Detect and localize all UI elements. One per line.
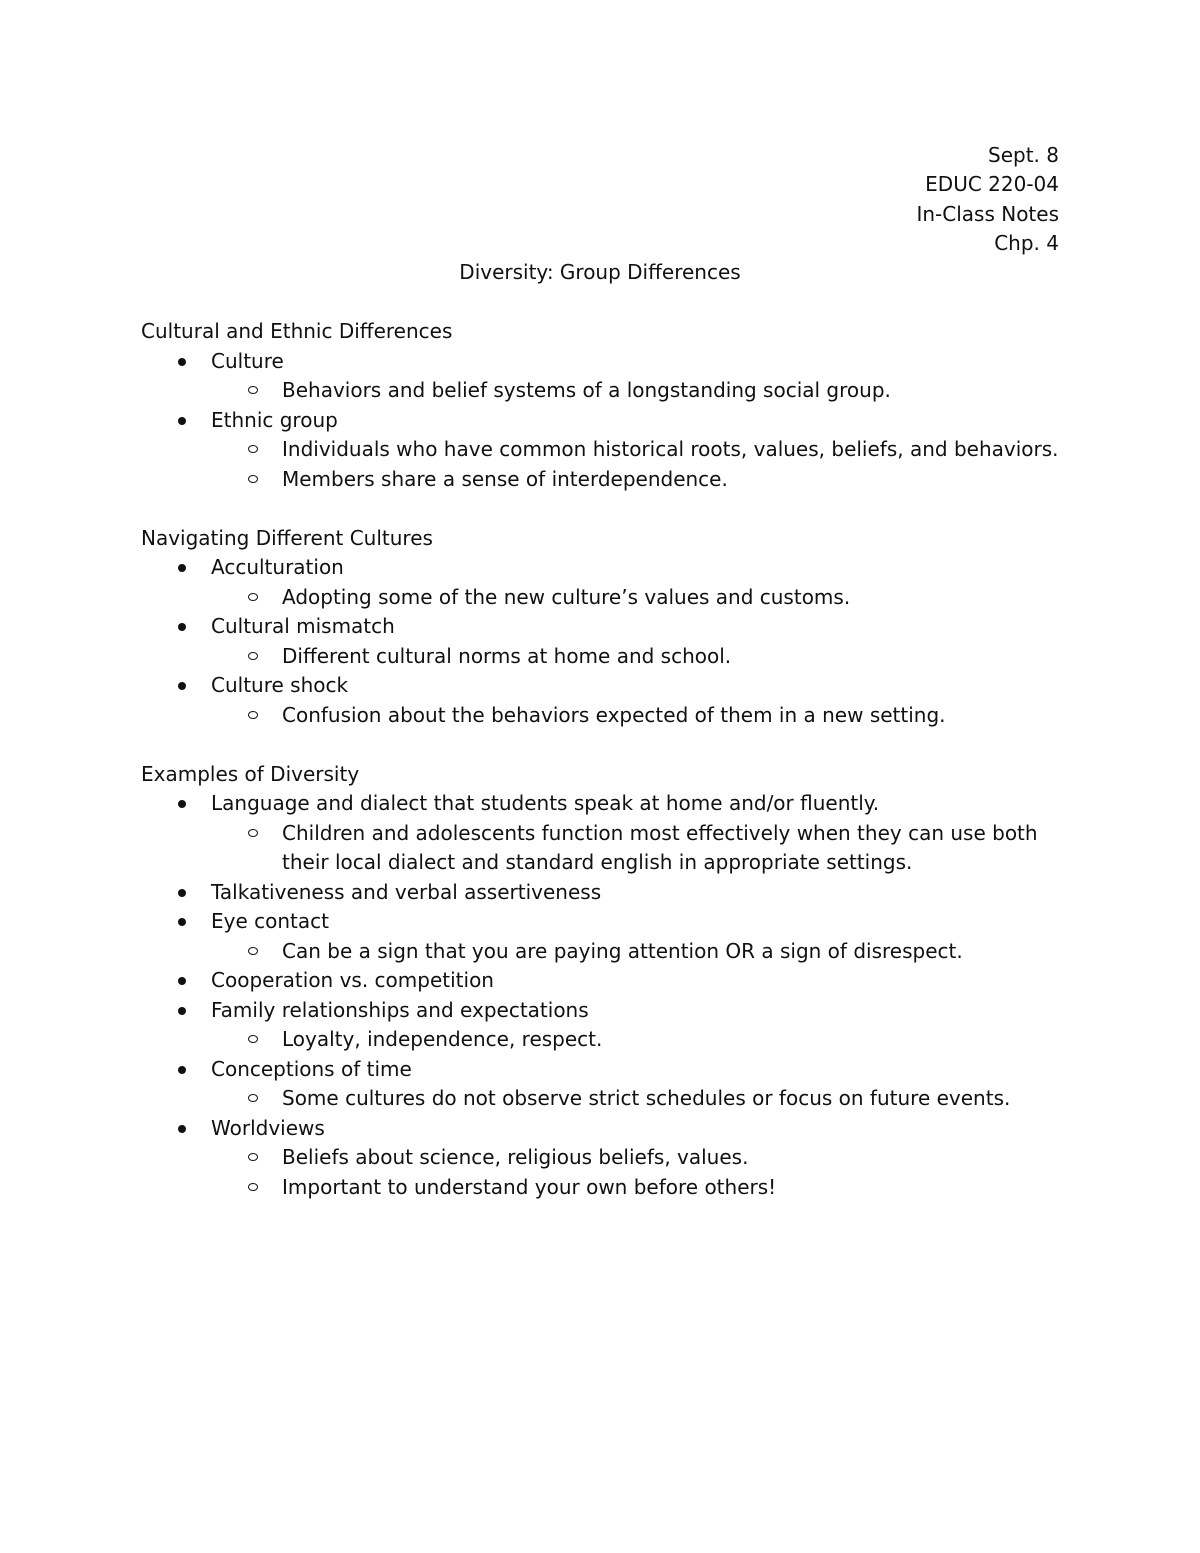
circle-bullet-icon (248, 1094, 258, 1102)
bullet-label: Acculturation (211, 555, 344, 579)
bullet-item (141, 996, 1061, 1055)
bullet-dot-icon (178, 417, 186, 425)
bullet-item (141, 347, 1061, 406)
sub-bullet-label: Loyalty, independence, respect. (282, 1027, 603, 1051)
bullet-label: Culture (211, 348, 284, 373)
bullet-dot-icon (178, 889, 186, 897)
circle-bullet-icon (248, 652, 258, 660)
bullet-dot-icon (178, 918, 186, 926)
circle-bullet-icon (248, 445, 258, 453)
sub-bullet-item (211, 465, 1061, 495)
section-cultural-ethnic-differences (141, 317, 1061, 494)
sub-bullet-item (211, 1143, 1061, 1173)
bullet-item (141, 553, 1061, 612)
bullet-dot-icon (178, 682, 186, 690)
bullet-item (141, 671, 1061, 730)
bullet-label: Family relationships and expectations (211, 997, 589, 1022)
sub-bullet-list (211, 583, 1061, 613)
bullet-item (141, 406, 1061, 495)
sub-bullet-label: Members share a sense of interdependence. (282, 466, 728, 491)
section-examples-of-diversity (141, 760, 1061, 1203)
bullet-item (141, 612, 1061, 671)
sub-bullet-item (211, 376, 1061, 406)
document-title: Diversity: Group Differences (459, 260, 741, 284)
sub-bullet-item (211, 701, 1061, 731)
bullet-dot-icon (178, 1125, 186, 1133)
circle-bullet-icon (248, 1035, 258, 1043)
bullet-label: Ethnic group (211, 407, 338, 432)
bullet-label: Culture shock (211, 673, 349, 697)
section-heading: Cultural and Ethnic Differences (141, 319, 453, 343)
bullet-dot-icon (178, 977, 186, 985)
sub-bullet-label: Behaviors and belief systems of a longstanding social group. (282, 378, 891, 402)
sub-bullet-list (211, 1084, 1061, 1114)
sub-bullet-list (211, 937, 1061, 967)
header-course: EDUC 220-04 (925, 172, 1059, 197)
bullet-dot-icon (178, 1066, 186, 1074)
circle-bullet-icon (248, 947, 258, 955)
bullet-label: Cooperation vs. competition (211, 968, 494, 992)
header-date: Sept. 8 (988, 143, 1059, 167)
bullet-dot-icon (178, 564, 186, 572)
circle-bullet-icon (248, 829, 258, 837)
bullet-item (141, 878, 1061, 908)
section-heading: Navigating Different Cultures (141, 525, 433, 550)
sub-bullet-label: Adopting some of the new culture’s values and customs. (282, 584, 851, 609)
bullet-label: Conceptions of time (211, 1056, 412, 1081)
sub-bullet-list (211, 435, 1061, 494)
sub-bullet-item (211, 819, 1061, 878)
header-note-type: In-Class Notes (916, 201, 1059, 226)
circle-bullet-icon (248, 1153, 258, 1161)
bullet-item (141, 1055, 1061, 1114)
sub-bullet-label: Important to understand your own before others! (282, 1174, 777, 1199)
bullet-label: Cultural mismatch (211, 614, 395, 638)
circle-bullet-icon (248, 593, 258, 601)
sub-bullet-list (211, 1143, 1061, 1202)
section-heading: Examples of Diversity (141, 761, 360, 786)
header-chapter: Chp. 4 (994, 231, 1059, 256)
sub-bullet-label: Different cultural norms at home and school. (282, 643, 732, 668)
sub-bullet-label: Some cultures do not observe strict schedules or focus on future events. (282, 1086, 1011, 1110)
bullet-item (141, 789, 1061, 878)
sub-bullet-label: Confusion about the behaviors expected of them in a new setting. (282, 702, 946, 727)
bullet-list (141, 347, 1061, 495)
circle-bullet-icon (248, 1183, 258, 1191)
bullet-dot-icon (178, 800, 186, 808)
bullet-list (141, 789, 1061, 1202)
circle-bullet-icon (248, 711, 258, 719)
sub-bullet-label: Beliefs about science, religious beliefs, values. (282, 1145, 749, 1169)
sub-bullet-list (211, 1025, 1061, 1055)
sub-bullet-item (211, 435, 1061, 465)
bullet-dot-icon (178, 1007, 186, 1015)
sub-bullet-item (211, 1173, 1061, 1203)
notes-content (141, 317, 1061, 1232)
bullet-label: Talkativeness and verbal assertiveness (211, 879, 602, 904)
sub-bullet-item (211, 642, 1061, 672)
sub-bullet-item (211, 937, 1061, 967)
sub-bullet-list (211, 642, 1061, 672)
bullet-label: Eye contact (211, 909, 329, 933)
circle-bullet-icon (248, 475, 258, 483)
sub-bullet-item (211, 1025, 1061, 1055)
circle-bullet-icon (248, 386, 258, 394)
sub-bullet-label: Children and adolescents function most effectively when they can use both their local dialect and standard english in appropriate settings. (282, 820, 1038, 874)
sub-bullet-list (211, 701, 1061, 731)
bullet-item (141, 966, 1061, 996)
sub-bullet-item (211, 583, 1061, 613)
sub-bullet-label: Can be a sign that you are paying attention OR a sign of disrespect. (282, 938, 963, 963)
sub-bullet-list (211, 819, 1061, 878)
bullet-dot-icon (178, 358, 186, 366)
bullet-label: Worldviews (211, 1115, 325, 1140)
sub-bullet-list (211, 376, 1061, 406)
bullet-list (141, 553, 1061, 730)
sub-bullet-item (211, 1084, 1061, 1114)
bullet-dot-icon (178, 623, 186, 631)
sub-bullet-label: Individuals who have common historical roots, values, beliefs, and behaviors. (282, 437, 1059, 461)
bullet-item (141, 907, 1061, 966)
section-navigating-different-cultures (141, 524, 1061, 731)
header-block (916, 141, 1059, 259)
bullet-label: Language and dialect that students speak at home and/or fluently. (211, 791, 880, 815)
bullet-item (141, 1114, 1061, 1203)
